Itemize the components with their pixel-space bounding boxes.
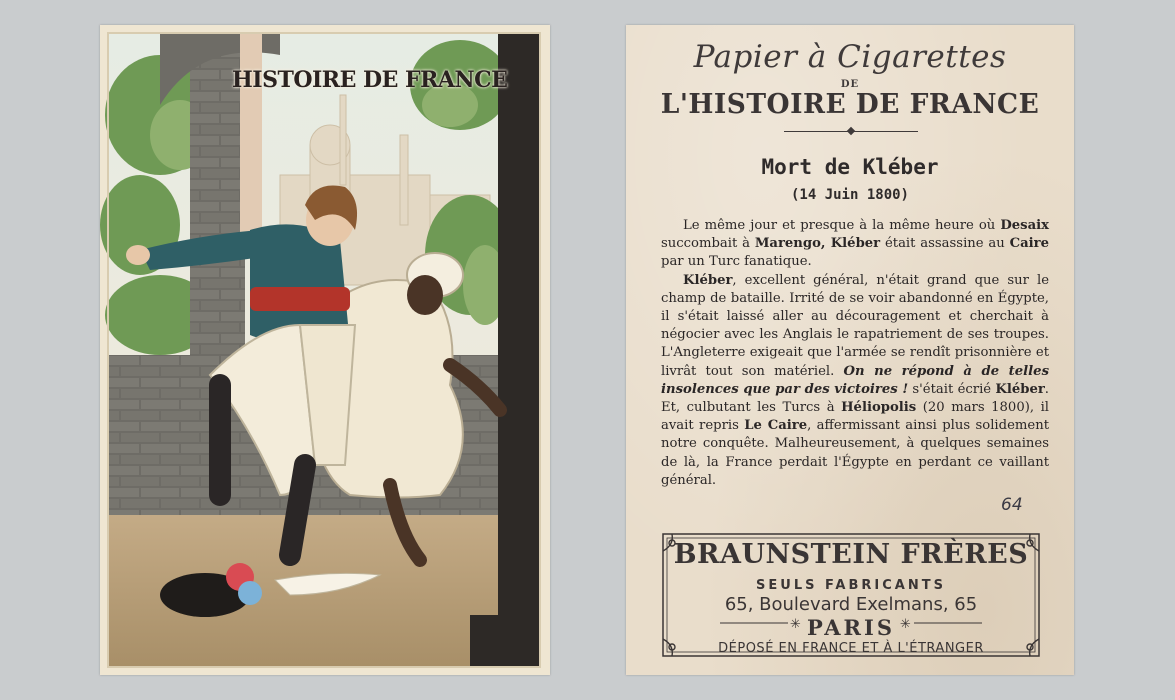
publisher-subtitle: SEULS FABRICANTS [756,578,946,593]
article-body [661,217,1049,490]
article-date: (14 Juin 1800) [790,187,909,203]
paragraph-1: Le même jour et presque à la même heure où Desaix succombait à Marengo, Kléber était assassine au Caire par un Turc fanatique. [661,218,1049,270]
header-diamond-ornament [847,127,855,135]
header-de: DE [840,79,860,90]
header-papier-cigarettes: Papier à Cigarettes [693,39,1007,75]
card-back [626,25,1074,675]
article-title: Mort de Kléber [761,155,939,179]
card-front [100,25,550,675]
publisher-frame [660,531,1042,659]
illustration-death-of-kleber [100,25,550,675]
publisher-address: 65, Boulevard Exelmans, 65 [724,594,978,615]
publisher-deposit-notice: DÉPOSÉ EN FRANCE ET À L'ÉTRANGER [718,641,984,656]
front-title: HISTOIRE DE FRANCE [232,67,508,93]
header-histoire-de-france: L'HISTOIRE DE FRANCE [660,89,1040,120]
publisher-city: PARIS [807,615,895,640]
publisher-name: BRAUNSTEIN FRÈRES [673,539,1029,570]
svg-text:✳: ✳ [900,617,911,632]
svg-text:✳: ✳ [790,617,801,632]
paragraph-2: Kléber, excellent général, n'était grand que sur le champ de bataille. Irrité de se voir abandonné en Égypte, il s'était laissé aller au découragement et cherchait à négocier avec les Anglais le rapatriement de ses troupes. L'Angleterre exigeait que l'armée se rendît prisonnière et livrât tout son matériel. On ne répond à de telles insolences que par des victoires ! s'était écrié Kléber. Et, culbutant les Turcs à Héliopolis (20 mars 1800), il avait repris Le Caire, affermissant ainsi plus solidement notre conquête. Malheureusement, à quelques semaines de là, la France perdait l'Égypte en perdant ce vaillant général. [661,272,1049,488]
handwritten-note: 64 [1001,495,1023,515]
